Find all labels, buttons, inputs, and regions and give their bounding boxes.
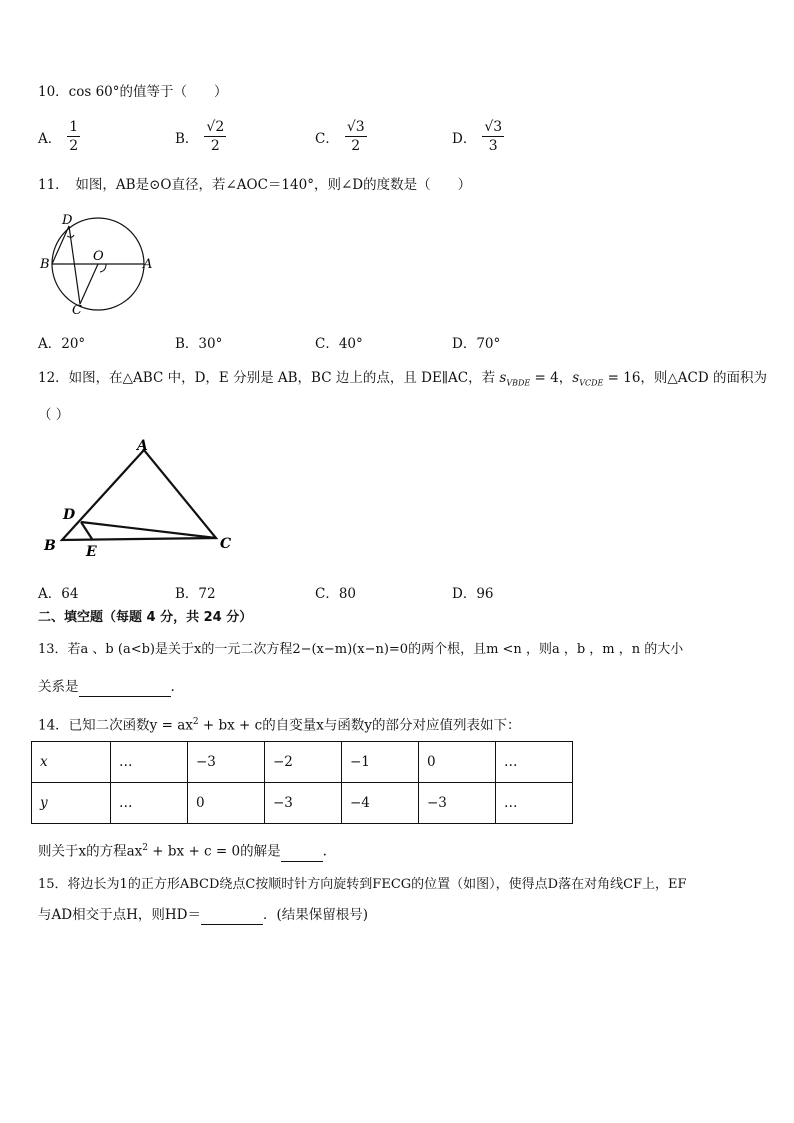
q14-question-text: 则关于x的方程ax [38, 843, 143, 860]
q13-answer-blank[interactable] [79, 680, 171, 697]
denominator: 2 [351, 138, 361, 154]
table-cell: … [111, 783, 188, 824]
label-c: C [72, 303, 82, 318]
table-cell: x [32, 742, 111, 783]
q15-prompt: 与AD相交于点H，则HD＝ [38, 907, 201, 923]
label-b: B [40, 257, 50, 272]
fraction [482, 118, 504, 155]
label-a: A [143, 257, 153, 272]
numerator: √3 [346, 119, 365, 135]
area-symbol: s [572, 370, 580, 386]
q10-option-c[interactable] [315, 118, 367, 155]
table-row [32, 742, 573, 783]
q11-option-c[interactable]: C．40° [315, 336, 363, 352]
q15-note: ．(结果保留根号) [262, 907, 368, 923]
label-d: D [63, 507, 76, 523]
q14-period: . [322, 843, 327, 860]
label-d: D [62, 213, 73, 228]
option-label: B． [175, 130, 199, 147]
table-cell: 0 [419, 742, 496, 783]
area-subscript: VCDE [579, 378, 604, 388]
area-value: = 16，则△ACD 的面积为 [603, 370, 767, 386]
table-row [32, 783, 573, 824]
q12-option-c[interactable]: C．80 [315, 586, 357, 602]
fraction [67, 118, 80, 155]
q12-stem [38, 368, 767, 394]
option-label: A． [38, 130, 62, 147]
area-value: = 4， [530, 370, 573, 386]
label-b: B [44, 538, 56, 554]
table-cell: −3 [419, 783, 496, 824]
q15-stem: 15．将边长为1的正方形ABCD绕点C按顺时针方向旋转到FECG的位置（如图），使得点D落在对角线CF上，EF [38, 877, 687, 892]
angle-aoc-arc [100, 264, 106, 272]
numerator: √2 [206, 119, 225, 135]
q11-circle-figure [36, 208, 156, 318]
section-heading: 二、填空题（每题 4 分，共 24 分） [38, 610, 253, 625]
numerator: 1 [69, 119, 79, 135]
q10-option-a[interactable] [38, 118, 80, 155]
fraction [204, 118, 226, 155]
radius-oc [80, 264, 98, 304]
exponent: 2 [142, 843, 149, 853]
table-cell: −3 [265, 783, 342, 824]
label-a: A [137, 438, 148, 454]
option-label: C． [315, 130, 339, 147]
q11-option-b[interactable]: B．30° [175, 336, 223, 352]
segment-de [81, 522, 92, 539]
q15-answer-blank[interactable] [201, 908, 263, 925]
area-subscript: VBDE [506, 378, 531, 388]
q12-option-b[interactable]: B．72 [175, 586, 216, 602]
q11-option-a[interactable]: A．20° [38, 336, 86, 352]
table-cell: … [496, 783, 573, 824]
denominator: 2 [69, 138, 79, 154]
area-symbol: s [499, 370, 507, 386]
q10-option-b[interactable] [175, 118, 226, 155]
q11-stem: 11． 如图，AB是⊙O直径，若∠AOC＝140°，则∠D的度数是（ ） [38, 177, 472, 193]
q14-stem-text: + bx + c的自变量x与函数y的部分对应值列表如下： [198, 717, 521, 734]
table-cell: −4 [342, 783, 419, 824]
label-e: E [86, 544, 97, 560]
exponent: 2 [192, 717, 199, 727]
q13-period: . [170, 679, 175, 695]
q15-answer-line [38, 905, 368, 925]
q14-value-table [31, 741, 573, 824]
label-o: O [93, 249, 104, 264]
q12-option-d[interactable]: D．96 [452, 586, 494, 602]
q12-stem-parens: （ ） [38, 407, 70, 423]
table-cell: −2 [265, 742, 342, 783]
table-cell: … [111, 742, 188, 783]
q13-prompt: 关系是 [38, 679, 79, 695]
chord-db [52, 226, 69, 264]
q11-option-d[interactable]: D．70° [452, 336, 501, 352]
q12-stem-text: 12．如图，在△ABC 中，D，E 分别是 AB，BC 边上的点，且 DE∥AC，若 [38, 370, 500, 386]
q10-stem: 10．cos 60°的值等于（ ） [38, 84, 228, 100]
table-cell: y [32, 783, 111, 824]
q13-stem: 13．若a 、b (a<b)是关于x的一元二次方程2−(x−m)(x−n)=0的两个根，且m <n ，则a ，b ，m ，n 的大小 [38, 642, 684, 657]
denominator: 2 [210, 138, 220, 154]
numerator: √3 [484, 119, 503, 135]
q14-answer-blank[interactable] [281, 845, 323, 862]
table-cell: −3 [188, 742, 265, 783]
segment-dc [81, 522, 216, 538]
q12-triangle-figure [36, 432, 246, 562]
q10-option-d[interactable] [452, 118, 504, 155]
table-cell: … [496, 742, 573, 783]
q13-answer-line [38, 677, 175, 697]
q12-option-a[interactable]: A．64 [38, 586, 79, 602]
q14-stem [38, 712, 520, 736]
label-c: C [220, 536, 232, 552]
table-cell: 0 [188, 783, 265, 824]
q14-question-text: + bx + c = 0的解是 [148, 843, 281, 860]
option-label: D． [452, 130, 477, 147]
q14-stem-text: 14．已知二次函数y = ax [38, 717, 193, 734]
q14-question [38, 838, 327, 862]
fraction [345, 118, 367, 155]
table-cell: −1 [342, 742, 419, 783]
denominator: 3 [488, 138, 498, 154]
